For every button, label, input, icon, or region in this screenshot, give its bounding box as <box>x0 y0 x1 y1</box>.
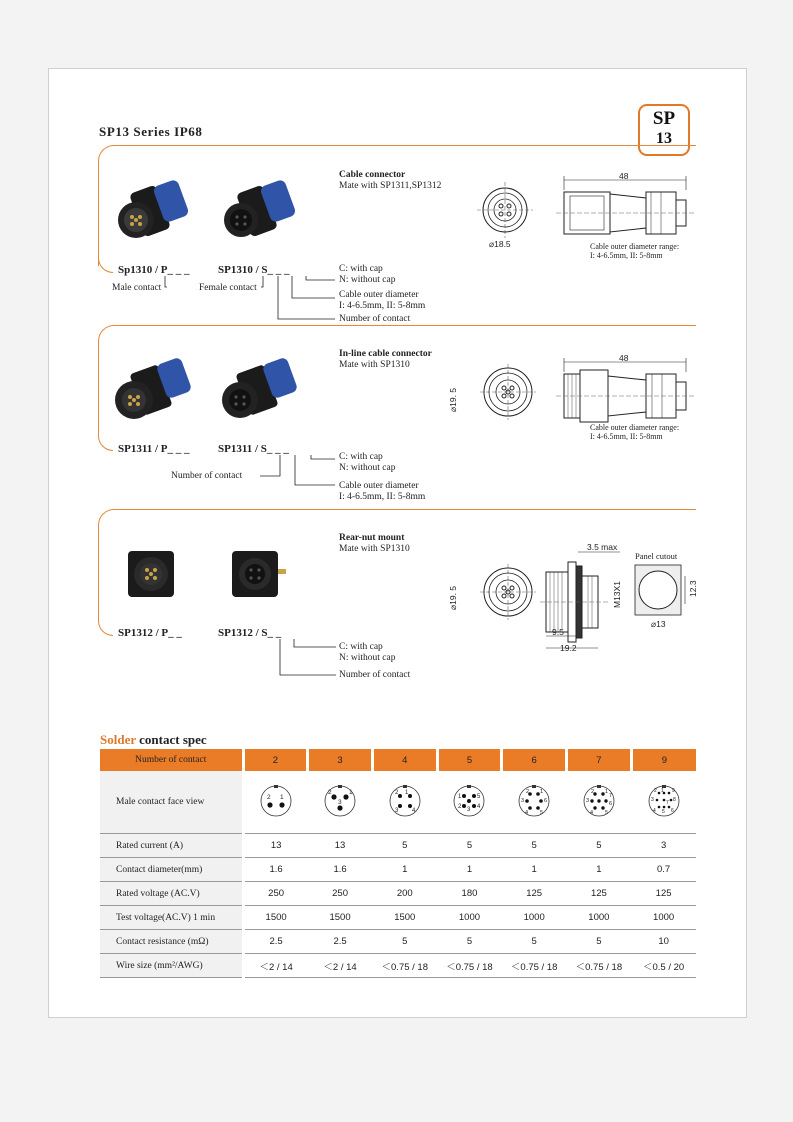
section3-cap-with: C: with cap <box>339 642 383 652</box>
section3-male-code: SP1312 / P_ _ <box>118 627 182 639</box>
spec-col-header: 5 <box>437 749 502 771</box>
section2-length: 48 <box>619 353 629 363</box>
badge-line1: SP <box>652 108 676 129</box>
section1-female-code: SP1310 / S_ _ _ <box>218 264 290 276</box>
pin-label: 6 <box>670 807 674 814</box>
section2-cap-without: N: without cap <box>339 463 396 473</box>
pin-label: 4 <box>525 809 529 816</box>
pin-label: 8 <box>672 796 676 803</box>
pin-label: 3 <box>394 807 399 814</box>
pin-label: 1 <box>458 793 462 800</box>
spec-cell: 5 <box>567 930 632 954</box>
pin-label: 6 <box>608 800 612 807</box>
pin-label: 6 <box>544 797 548 804</box>
spec-cell: 5 <box>372 834 437 858</box>
spec-cell: ＜0.75 / 18 <box>502 954 567 978</box>
spec-face-label: Male contact face view <box>100 771 243 834</box>
spec-cell: 1500 <box>243 906 308 930</box>
series-title: SP13 Series IP68 <box>99 124 203 139</box>
section1-leader-lines <box>160 270 345 330</box>
section1-male-label: Male contact <box>112 283 162 293</box>
pin-label: 2 <box>590 788 594 795</box>
section3-cutout-label: Panel cutout <box>635 551 678 561</box>
spec-cell: 180 <box>437 882 502 906</box>
pin-label: 2 <box>458 803 462 810</box>
pin-label: 3 <box>585 797 589 804</box>
section1-male-code: Sp1310 / P_ _ _ <box>118 264 190 276</box>
section3-max: 3.5 max <box>587 542 618 552</box>
pin-label: 4 <box>589 809 593 816</box>
spec-cell: 1 <box>502 858 567 882</box>
spec-cell: ＜0.75 / 18 <box>567 954 632 978</box>
section1-cable-diameter: Cable outer diameter <box>339 290 419 300</box>
pin-label: 7 <box>608 792 612 799</box>
rear-nut-female-photo <box>224 545 294 605</box>
face-view-cell <box>567 771 632 834</box>
spec-cell: 13 <box>243 834 308 858</box>
spec-col-header: 9 <box>631 749 696 771</box>
spec-row-label: Contact diameter(mm) <box>100 858 243 882</box>
spec-cell: 5 <box>437 834 502 858</box>
pin-label: 1 <box>349 788 353 796</box>
spec-cell: 125 <box>502 882 567 906</box>
spec-cell: 1500 <box>308 906 373 930</box>
spec-cell: 125 <box>631 882 696 906</box>
inline-connector-female-photo <box>212 358 312 428</box>
spec-row-rated-voltage <box>100 882 696 906</box>
section1-female-label: Female contact <box>199 283 257 293</box>
pin-label: 9 <box>671 787 675 794</box>
rear-nut-male-photo <box>118 545 188 605</box>
section3-leader-lines <box>270 633 345 683</box>
section2-cap-with: C: with cap <box>339 452 383 462</box>
spec-cell: 1 <box>372 858 437 882</box>
section1-diameter: ⌀18.5 <box>489 239 511 249</box>
spec-title <box>100 732 207 748</box>
section2-number-of-contact: Number of contact <box>171 471 243 481</box>
pin-label: 5 <box>661 808 665 815</box>
spec-row-label: Rated current (A) <box>100 834 243 858</box>
spec-row-label: Wire size (mm²/AWG) <box>100 954 243 978</box>
spec-row-label: Rated voltage (AC.V) <box>100 882 243 906</box>
inline-connector-male-photo <box>106 358 206 428</box>
pin-label: 3 <box>650 796 654 803</box>
spec-cell: 1 <box>437 858 502 882</box>
pin-label: 2 <box>653 787 657 794</box>
spec-header-label: Number of contact <box>100 749 243 771</box>
face-view-cell <box>502 771 567 834</box>
spec-row-label: Test voltage(AC.V) 1 min <box>100 906 243 930</box>
spec-cell: 125 <box>567 882 632 906</box>
spec-cell: 250 <box>243 882 308 906</box>
section2-side-view-drawing <box>556 352 701 432</box>
face-view-cell <box>437 771 502 834</box>
pin-label: 4 <box>652 807 656 814</box>
spec-cell: 2.5 <box>243 930 308 954</box>
spec-cell: ＜2 / 14 <box>308 954 373 978</box>
pin-label: 5 <box>540 809 544 816</box>
section1-rule <box>539 145 695 146</box>
spec-title-rest: contact spec <box>135 732 207 747</box>
spec-cell: 5 <box>437 930 502 954</box>
spec-cell: 250 <box>308 882 373 906</box>
section2-male-code: SP1311 / P_ _ _ <box>118 443 190 455</box>
spec-row-wire-size <box>100 954 696 978</box>
pin-label: 3 <box>521 797 525 804</box>
section2-leader-lines <box>255 449 345 494</box>
spec-col-header: 4 <box>372 749 437 771</box>
section1-mate: Mate with SP1311,SP1312 <box>339 181 442 191</box>
section1-range-line1: Cable outer diameter range: <box>590 242 680 251</box>
section3-cap-without: N: without cap <box>339 653 396 663</box>
spec-cell: 0.7 <box>631 858 696 882</box>
section1-side-view-drawing <box>556 170 701 250</box>
section1-cap-without: N: without cap <box>339 275 396 285</box>
cable-connector-male-photo <box>108 178 208 248</box>
spec-row-test-voltage <box>100 906 696 930</box>
face-view-6-pin <box>517 784 551 818</box>
section1-front-view-drawing <box>475 180 535 240</box>
spec-face-row <box>100 771 696 834</box>
section2-range-line2: I: 4-6.5mm, II: 5-8mm <box>590 432 663 441</box>
face-view-3-pin <box>323 784 357 818</box>
spec-row-label: Contact resistance (mΩ) <box>100 930 243 954</box>
section3-diameter: ⌀19. 5 <box>448 585 458 610</box>
face-view-5-pin <box>452 784 486 818</box>
face-view-7-pin <box>582 784 616 818</box>
section3-cutout-diameter: ⌀13 <box>651 619 666 629</box>
spec-cell: 1000 <box>502 906 567 930</box>
section2-range-line1: Cable outer diameter range: <box>590 423 680 432</box>
spec-cell: ＜0.5 / 20 <box>631 954 696 978</box>
spec-header-row <box>100 749 696 771</box>
pin-label: 1 <box>660 787 664 794</box>
spec-title-orange: Solder <box>100 732 136 747</box>
section2-cable-diameter: Cable outer diameter <box>339 481 419 491</box>
pin-label: 7 <box>665 799 669 806</box>
pin-label: 2 <box>526 788 530 795</box>
section2-front-view-drawing <box>478 362 538 422</box>
spec-cell: ＜2 / 14 <box>243 954 308 978</box>
spec-cell: ＜0.75 / 18 <box>372 954 437 978</box>
pin-label: 1 <box>280 793 284 801</box>
spec-cell: 1.6 <box>243 858 308 882</box>
spec-cell: 1.6 <box>308 858 373 882</box>
spec-cell: 5 <box>372 930 437 954</box>
spec-cell: ＜0.75 / 18 <box>437 954 502 978</box>
pin-label: 5 <box>477 793 481 800</box>
spec-table <box>100 749 696 978</box>
face-view-cell <box>308 771 373 834</box>
spec-col-header: 3 <box>308 749 373 771</box>
spec-cell: 200 <box>372 882 437 906</box>
pin-label: 1 <box>604 788 608 795</box>
section3-heading: Rear-nut mount <box>339 533 405 543</box>
face-view-cell <box>631 771 696 834</box>
spec-col-header: 2 <box>243 749 308 771</box>
spec-cell: 5 <box>502 834 567 858</box>
section1-cable-range: I: 4-6.5mm, II: 5-8mm <box>339 301 426 311</box>
section1-heading: Cable connector <box>339 170 406 180</box>
section2-diameter: ⌀19. 5 <box>448 387 458 412</box>
section3-number-of-contact: Number of contact <box>339 670 411 680</box>
section3-mate: Mate with SP1310 <box>339 544 410 554</box>
spec-cell: 1000 <box>437 906 502 930</box>
section2-female-code: SP1311 / S_ _ _ <box>218 443 289 455</box>
badge-line2: 13 <box>656 130 672 147</box>
pin-label: 3 <box>467 806 471 813</box>
section1-range-line2: I: 4-6.5mm, II: 5-8mm <box>590 251 663 260</box>
pin-label: 5 <box>604 809 608 816</box>
spec-cell: 5 <box>502 930 567 954</box>
section2-mate: Mate with SP1310 <box>339 360 410 370</box>
spec-cell: 13 <box>308 834 373 858</box>
pin-label: 2 <box>267 793 271 801</box>
spec-row-rated-current <box>100 834 696 858</box>
spec-row-contact-diameter <box>100 858 696 882</box>
spec-cell: 10 <box>631 930 696 954</box>
section3-cutout-height: 12.3 <box>688 580 698 597</box>
spec-cell: 1000 <box>567 906 632 930</box>
section3-front-view-drawing <box>478 562 538 622</box>
cable-connector-female-photo <box>215 178 315 248</box>
section3-female-code: SP1312 / S_ _ <box>218 627 282 639</box>
pin-label: 2 <box>328 788 332 796</box>
spec-cell: 2.5 <box>308 930 373 954</box>
spec-row-contact-resistance <box>100 930 696 954</box>
section1-length: 48 <box>619 171 629 181</box>
face-view-4-pin <box>388 784 422 818</box>
pin-label: 4 <box>477 803 481 810</box>
spec-cell: 5 <box>567 834 632 858</box>
section1-number-of-contact: Number of contact <box>339 314 411 324</box>
spec-cell: 1 <box>567 858 632 882</box>
section2-cable-range: I: 4-6.5mm, II: 5-8mm <box>339 492 426 502</box>
spec-col-header: 7 <box>567 749 632 771</box>
spec-cell: 3 <box>631 834 696 858</box>
pin-label: 1 <box>404 789 409 796</box>
section2-heading: In-line cable connector <box>339 349 432 359</box>
pin-label: 4 <box>411 807 416 814</box>
pin-label: 1 <box>540 788 544 795</box>
spec-col-header: 6 <box>502 749 567 771</box>
face-view-cell <box>372 771 437 834</box>
section3-dim-a: 9.5 <box>552 627 564 637</box>
section1-cap-with: C: with cap <box>339 264 383 274</box>
face-view-9-pin <box>647 784 681 818</box>
face-view-2-pin <box>259 784 293 818</box>
spec-cell: 1500 <box>372 906 437 930</box>
section3-thread: M13X1 <box>612 581 622 608</box>
pin-label: 2 <box>394 789 399 796</box>
pin-label: 3 <box>338 798 342 806</box>
face-view-cell <box>243 771 308 834</box>
section3-dim-b: 19.2 <box>560 643 577 653</box>
spec-cell: 1000 <box>631 906 696 930</box>
